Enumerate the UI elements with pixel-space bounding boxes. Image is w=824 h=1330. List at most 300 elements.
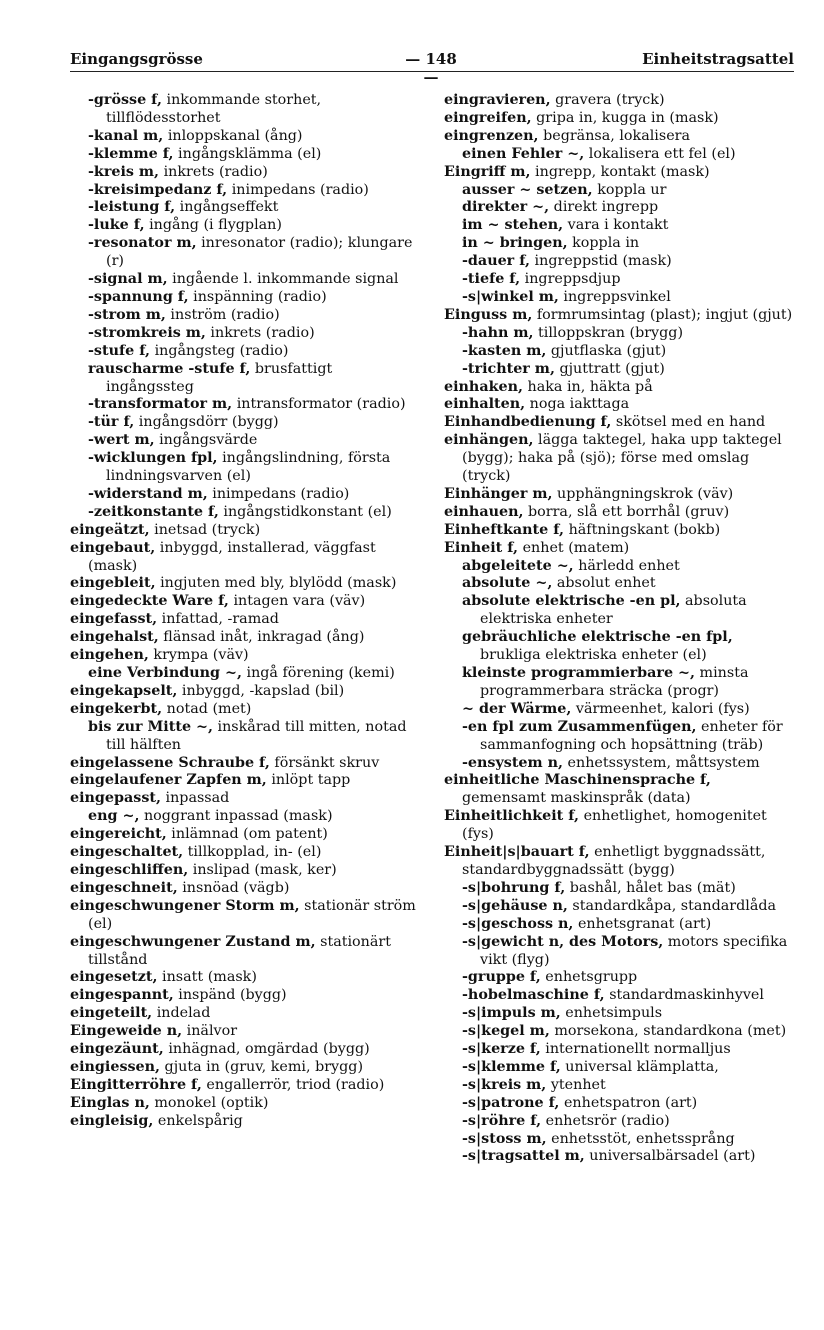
- entry-headword: eine Verbindung ~,: [88, 665, 242, 681]
- entry-headword: eingeätzt,: [70, 521, 150, 538]
- entry-translation: brukliga elektriska enheter (el): [480, 647, 707, 664]
- dictionary-entry: [444, 808, 796, 844]
- dictionary-entry: [70, 1023, 420, 1041]
- dictionary-entry: [444, 1059, 796, 1077]
- dictionary-entry: [444, 271, 796, 289]
- entry-headword: -en fpl zum Zusammenfügen,: [462, 718, 697, 735]
- dictionary-entry: [70, 987, 420, 1005]
- dictionary-entry: [70, 719, 420, 755]
- entry-headword: eingekerbt,: [70, 700, 163, 717]
- entry-headword: ausser ~ setzen,: [462, 181, 593, 198]
- entry-headword: Einheit f,: [444, 539, 519, 556]
- entry-translation: gravera (tryck): [550, 92, 665, 108]
- entry-headword: einheitliche Maschinensprache f,: [444, 772, 711, 789]
- entry-translation: inslipad (mask, ker): [188, 861, 337, 878]
- dictionary-entry: [70, 755, 420, 773]
- entry-headword: eingeschwungener Storm m,: [70, 897, 300, 914]
- entry-translation: ingreppsdjup: [520, 271, 621, 288]
- dictionary-entry: [70, 862, 420, 880]
- entry-headword: eingeschwungener Zustand m,: [70, 933, 316, 950]
- entry-translation: gemensamt maskinspråk (data): [462, 790, 691, 807]
- entry-translation: motors specifika vikt (flyg): [480, 933, 788, 968]
- header-rule: [70, 71, 794, 72]
- left-column: [70, 92, 420, 1131]
- dictionary-entry: [70, 182, 420, 200]
- entry-headword: -tür f,: [88, 414, 135, 431]
- entry-headword: -s|kerze f,: [462, 1041, 541, 1058]
- dictionary-entry: [70, 647, 420, 665]
- dictionary-entry: [444, 755, 796, 773]
- entry-translation: gjuttratt (gjut): [554, 360, 665, 377]
- entry-headword: -s|klemme f,: [462, 1058, 561, 1075]
- entry-headword: eingeschaltet,: [70, 844, 184, 861]
- entry-headword: -kreisimpedanz f,: [88, 181, 228, 198]
- entry-headword: -s|winkel m,: [462, 288, 559, 305]
- entry-headword: -s|impuls m,: [462, 1005, 561, 1022]
- entry-headword: -s|röhre f,: [462, 1112, 542, 1129]
- entry-headword: im ~ stehen,: [462, 217, 564, 234]
- entry-translation: tillkopplad, in- (el): [183, 844, 322, 861]
- dictionary-entry: [70, 1077, 420, 1095]
- dictionary-entry: [70, 808, 420, 826]
- entry-headword: eingeschneit,: [70, 879, 178, 896]
- entry-translation: bashål, hålet bas (mät): [565, 879, 736, 896]
- dictionary-entry: [70, 898, 420, 934]
- entry-translation: monokel (optik): [149, 1094, 269, 1111]
- entry-translation: stationärt tillstånd: [88, 933, 391, 968]
- entry-headword: -widerstand m,: [88, 485, 208, 502]
- dictionary-entry: [70, 235, 420, 271]
- entry-translation: internationellt normalljus: [540, 1041, 731, 1058]
- entry-translation: skötsel med en hand: [611, 414, 766, 431]
- dictionary-entry: [70, 217, 420, 235]
- entry-headword: eingedeckte Ware f,: [70, 593, 229, 610]
- entry-translation: inhägnad, omgärdad (bygg): [163, 1041, 370, 1058]
- entry-headword: -strom m,: [88, 306, 166, 323]
- dictionary-entry: [444, 199, 796, 217]
- dictionary-entry: [444, 629, 796, 665]
- dictionary-entry: [70, 1005, 420, 1023]
- dictionary-entry: [444, 343, 796, 361]
- dictionary-entry: [444, 880, 796, 898]
- dictionary-entry: [70, 486, 420, 504]
- entry-translation: koppla in: [567, 235, 640, 252]
- entry-headword: Einhänger m,: [444, 485, 553, 502]
- entry-headword: -s|patrone f,: [462, 1094, 560, 1111]
- entry-headword: -ensystem n,: [462, 754, 564, 771]
- entry-translation: intransformator (radio): [232, 396, 406, 413]
- dictionary-entry: [70, 772, 420, 790]
- dictionary-entry: [444, 844, 796, 880]
- entry-translation: gjutflaska (gjut): [546, 342, 667, 359]
- entry-headword: -s|kreis m,: [462, 1076, 547, 1093]
- dictionary-entry: [444, 182, 796, 200]
- dictionary-entry: [70, 593, 420, 611]
- entry-headword: -grösse f,: [88, 92, 162, 108]
- entry-translation: absoluta elektriska enheter: [480, 593, 747, 628]
- entry-headword: eingebaut,: [70, 539, 156, 556]
- entry-headword: -klemme f,: [88, 145, 174, 162]
- dictionary-entry: [70, 611, 420, 629]
- dictionary-entry: [444, 396, 796, 414]
- entry-headword: rauscharme -stufe f,: [88, 360, 251, 377]
- dictionary-entry: [70, 504, 420, 522]
- entry-translation: inkrets (radio): [205, 324, 315, 341]
- entry-headword: Eingeweide n,: [70, 1023, 183, 1040]
- entry-translation: insnöad (vägb): [177, 879, 290, 896]
- dictionary-entry: [70, 146, 420, 164]
- entry-translation: formrumsintag (plast); ingjut (gjut): [532, 306, 793, 323]
- entry-translation: ytenhet: [546, 1076, 606, 1093]
- entry-headword: kleinste programmierbare ~,: [462, 665, 695, 681]
- entry-translation: inälvor: [182, 1023, 238, 1040]
- dictionary-entry: [444, 987, 796, 1005]
- entry-translation: ingångsklämma (el): [173, 145, 322, 162]
- dictionary-entry: [444, 665, 796, 701]
- dictionary-entry: [70, 790, 420, 808]
- dictionary-entry: [70, 522, 420, 540]
- entry-headword: in ~ bringen,: [462, 235, 568, 252]
- entry-headword: -dauer f,: [462, 253, 531, 270]
- entry-translation: noga iakttaga: [525, 396, 630, 413]
- entry-headword: Einhandbedienung f,: [444, 414, 612, 431]
- entry-headword: -stufe f,: [88, 342, 151, 359]
- dictionary-entry: [70, 271, 420, 289]
- entry-headword: Einguss m,: [444, 306, 533, 323]
- entry-headword: absolute elektrische -en pl,: [462, 593, 681, 610]
- entry-headword: eingrenzen,: [444, 127, 539, 144]
- dictionary-entry: [444, 289, 796, 307]
- dictionary-entry: [444, 558, 796, 576]
- entry-headword: einhauen,: [444, 503, 524, 520]
- dictionary-entry: [444, 969, 796, 987]
- entry-translation: inresonator (radio); klungare (r): [106, 235, 413, 270]
- dictionary-entry: [444, 916, 796, 934]
- dictionary-entry: [444, 1113, 796, 1131]
- dictionary-entry: [444, 898, 796, 916]
- dictionary-entry: [444, 164, 796, 182]
- entry-translation: enhetsgranat (art): [573, 915, 712, 932]
- entry-headword: eingehen,: [70, 647, 149, 664]
- dictionary-entry: [70, 289, 420, 307]
- entry-translation: inpassad: [160, 790, 230, 807]
- entry-headword: direkter ~,: [462, 199, 550, 216]
- entry-translation: insatt (mask): [157, 969, 257, 986]
- entry-translation: inbyggd, installerad, väggfast (mask): [88, 539, 376, 574]
- dictionary-entry: [444, 379, 796, 397]
- entry-translation: inström (radio): [165, 306, 280, 323]
- entry-headword: Einheit|s|bauart f,: [444, 844, 590, 861]
- page-number: — 148 —: [405, 50, 457, 86]
- entry-headword: eingereicht,: [70, 826, 167, 843]
- entry-translation: brusfattigt ingångssteg: [106, 360, 333, 395]
- dictionary-entry: [444, 1041, 796, 1059]
- dictionary-entry: [444, 522, 796, 540]
- entry-translation: inkrets (radio): [159, 163, 268, 180]
- entry-translation: enhetlighet, homogenitet (fys): [462, 808, 767, 843]
- entry-headword: Eingriff m,: [444, 163, 531, 180]
- entry-headword: -s|gehäuse n,: [462, 897, 568, 914]
- dictionary-entry: [444, 128, 796, 146]
- entry-translation: lägga taktegel, haka upp taktegel (bygg); haka på (sjö); förse med omslag (tryck): [462, 432, 782, 485]
- dictionary-entry: [70, 683, 420, 701]
- entry-translation: inspänd (bygg): [173, 987, 287, 1004]
- entry-headword: einhaken,: [444, 378, 523, 395]
- entry-headword: eingleisig,: [70, 1112, 154, 1129]
- dictionary-entry: [444, 92, 796, 110]
- entry-translation: inkommande storhet, tillflödesstorhet: [106, 92, 322, 126]
- entry-translation: standardkåpa, standardlåda: [567, 897, 777, 914]
- page-header: [70, 46, 794, 86]
- entry-translation: värmeenhet, kalori (fys): [571, 700, 750, 717]
- dictionary-entry: [70, 325, 420, 343]
- dictionary-entry: [444, 325, 796, 343]
- entry-translation: ingreppsvinkel: [558, 288, 671, 305]
- dictionary-entry: [444, 701, 796, 719]
- dictionary-entry: [70, 665, 420, 683]
- dictionary-entry: [70, 575, 420, 593]
- entry-translation: enkelspårig: [153, 1112, 243, 1129]
- dictionary-entry: [70, 1095, 420, 1113]
- entry-headword: bis zur Mitte ~,: [88, 718, 213, 735]
- dictionary-entry: [444, 146, 796, 164]
- entry-translation: ingång (i flygplan): [144, 217, 282, 234]
- dictionary-entry: [70, 128, 420, 146]
- dictionary-entry: [444, 217, 796, 235]
- header-first-entry: Eingangsgrösse: [70, 50, 203, 68]
- entry-translation: flänsad inåt, inkragad (ång): [158, 629, 365, 646]
- dictionary-entry: [444, 110, 796, 128]
- entry-headword: -s|stoss m,: [462, 1130, 547, 1147]
- entry-translation: ingångstidkonstant (el): [218, 503, 392, 520]
- entry-translation: noggrant inpassad (mask): [139, 808, 333, 825]
- dictionary-entry: [444, 575, 796, 593]
- dictionary-entry: [444, 1131, 796, 1149]
- dictionary-entry: [444, 540, 796, 558]
- entry-translation: enhet (matem): [518, 539, 630, 556]
- dictionary-entry: [70, 1113, 420, 1131]
- entry-headword: -gruppe f,: [462, 969, 541, 986]
- dictionary-entry: [444, 504, 796, 522]
- entry-translation: koppla ur: [592, 181, 667, 198]
- entry-headword: -s|geschoss n,: [462, 915, 574, 932]
- entry-translation: inspänning (radio): [188, 288, 327, 305]
- entry-headword: eingeteilt,: [70, 1005, 153, 1022]
- entry-headword: -hahn m,: [462, 324, 534, 341]
- entry-translation: inimpedans (radio): [227, 181, 369, 198]
- entry-translation: ingångsdörr (bygg): [134, 414, 279, 431]
- entry-headword: eingeschliffen,: [70, 861, 189, 878]
- entry-translation: ingående l. inkommande signal: [167, 271, 399, 288]
- entry-translation: ingå förening (kemi): [241, 665, 395, 681]
- entry-headword: -signal m,: [88, 271, 168, 288]
- entry-headword: -spannung f,: [88, 288, 189, 305]
- entry-translation: inskårad till mitten, notad till hälften: [106, 718, 407, 753]
- entry-translation: universalbärsadel (art): [584, 1148, 756, 1165]
- entry-headword: Einglas n,: [70, 1094, 150, 1111]
- entry-translation: lokalisera ett fel (el): [584, 145, 736, 162]
- entry-headword: -hobelmaschine f,: [462, 987, 605, 1004]
- entry-headword: -stromkreis m,: [88, 324, 206, 341]
- dictionary-entry: [70, 1059, 420, 1077]
- dictionary-entry: [70, 164, 420, 182]
- dictionary-entry: [444, 1095, 796, 1113]
- entry-translation: inloppskanal (ång): [163, 127, 303, 144]
- dictionary-entry: [70, 307, 420, 325]
- dictionary-entry: [444, 719, 796, 755]
- dictionary-entry: [70, 343, 420, 361]
- dictionary-entry: [70, 92, 420, 128]
- dictionary-entry: [70, 880, 420, 898]
- entry-translation: inbyggd, -kapslad (bil): [177, 682, 345, 699]
- entry-translation: intagen vara (väv): [228, 593, 366, 610]
- entry-translation: ingångseffekt: [175, 199, 279, 216]
- entry-headword: -s|bohrung f,: [462, 879, 566, 896]
- entry-headword: eingespannt,: [70, 987, 174, 1004]
- dictionary-entry: [70, 1041, 420, 1059]
- entry-translation: infattad, -ramad: [157, 611, 279, 628]
- dictionary-entry: [444, 486, 796, 504]
- entry-headword: ~ der Wärme,: [462, 700, 572, 717]
- dictionary-entry: [444, 414, 796, 432]
- dictionary-entry: [444, 253, 796, 271]
- dictionary-entry: [70, 450, 420, 486]
- entry-translation: enhetsgrupp: [540, 969, 638, 986]
- dictionary-entry: [444, 361, 796, 379]
- entry-headword: eingehalst,: [70, 629, 159, 646]
- dictionary-entry: [70, 701, 420, 719]
- entry-translation: notad (met): [162, 700, 252, 717]
- entry-headword: eingreifen,: [444, 109, 532, 126]
- entry-translation: krympa (väv): [148, 647, 249, 664]
- right-column: [444, 92, 796, 1166]
- entry-headword: eingepasst,: [70, 790, 161, 807]
- entry-translation: upphängningskrok (väv): [552, 485, 734, 502]
- dictionary-entry: [444, 1023, 796, 1041]
- dictionary-entry: [70, 540, 420, 576]
- entry-headword: -s|tragsattel m,: [462, 1148, 585, 1165]
- entry-headword: -zeitkonstante f,: [88, 503, 219, 520]
- entry-translation: ingreppstid (mask): [530, 253, 672, 270]
- entry-translation: tilloppskran (brygg): [533, 324, 684, 341]
- entry-headword: -luke f,: [88, 217, 145, 234]
- entry-headword: Eingitterröhre f,: [70, 1076, 202, 1093]
- entry-translation: indelad: [152, 1005, 211, 1022]
- entry-headword: Einheitlichkeit f,: [444, 808, 580, 825]
- entry-headword: eingelassene Schraube f,: [70, 754, 270, 771]
- entry-translation: enhetspatron (art): [559, 1094, 698, 1111]
- dictionary-entry: [444, 1148, 796, 1166]
- entry-translation: enhetsimpuls: [560, 1005, 663, 1022]
- entry-headword: Einheftkante f,: [444, 521, 565, 538]
- entry-headword: -s|gewicht n, des Motors,: [462, 933, 664, 950]
- entry-headword: -kanal m,: [88, 127, 164, 144]
- dictionary-entry: [70, 934, 420, 970]
- entry-translation: absolut enhet: [552, 575, 656, 592]
- entry-translation: vara i kontakt: [563, 217, 669, 234]
- entry-translation: gjuta in (gruv, kemi, brygg): [160, 1058, 364, 1075]
- dictionary-entry: [70, 629, 420, 647]
- entry-translation: försänkt skruv: [269, 754, 380, 771]
- entry-headword: eingesetzt,: [70, 969, 158, 986]
- dictionary-entry: [444, 934, 796, 970]
- entry-translation: inlämnad (om patent): [166, 826, 328, 843]
- entry-translation: ingjuten med bly, blylödd (mask): [155, 575, 397, 592]
- entry-translation: stationär ström (el): [88, 897, 416, 932]
- entry-translation: härledd enhet: [573, 557, 680, 574]
- dictionary-entry: [70, 844, 420, 862]
- entry-headword: -transformator m,: [88, 396, 233, 413]
- entry-translation: morsekona, standardkona (met): [549, 1023, 787, 1040]
- entry-headword: einhalten,: [444, 396, 526, 413]
- entry-headword: -wicklungen fpl,: [88, 450, 218, 467]
- dictionary-entry: [70, 969, 420, 987]
- dictionary-entry: [444, 307, 796, 325]
- entry-translation: häftningskant (bokb): [564, 521, 721, 538]
- entry-translation: standardmaskinhyvel: [604, 987, 764, 1004]
- dictionary-entry: [70, 199, 420, 217]
- entry-headword: eingelaufener Zapfen m,: [70, 772, 267, 789]
- entry-translation: enhetligt byggnadssätt, standardbyggnadssätt (bygg): [462, 844, 766, 878]
- entry-headword: gebräuchliche elektrische -en fpl,: [462, 629, 733, 646]
- entry-translation: minsta programmerbara sträcka (progr): [480, 665, 749, 699]
- dictionary-entry: [70, 432, 420, 450]
- dictionary-entry: [444, 432, 796, 486]
- entry-translation: enhetsrör (radio): [541, 1112, 670, 1129]
- entry-translation: engallerrör, triod (radio): [201, 1076, 385, 1093]
- entry-translation: begränsa, lokalisera: [538, 127, 691, 144]
- entry-translation: inlöpt tapp: [266, 772, 351, 789]
- entry-headword: absolute ~,: [462, 575, 553, 592]
- dictionary-entry: [444, 593, 796, 629]
- dictionary-entry: [70, 414, 420, 432]
- entry-headword: eingravieren,: [444, 92, 551, 108]
- entry-headword: -kasten m,: [462, 342, 547, 359]
- entry-headword: eng ~,: [88, 808, 140, 825]
- entry-translation: enheter för sammanfogning och hopsättning (träb): [480, 718, 783, 753]
- entry-translation: universal klämplatta,: [560, 1058, 719, 1075]
- entry-translation: borra, slå ett borrhål (gruv): [523, 503, 730, 520]
- dictionary-entry: [444, 772, 796, 808]
- dictionary-entry: [444, 1077, 796, 1095]
- entry-translation: enhetsstöt, enhetssprång: [546, 1130, 735, 1147]
- entry-translation: inimpedans (radio): [207, 485, 350, 502]
- dictionary-entry: [444, 1005, 796, 1023]
- entry-headword: -kreis m,: [88, 163, 160, 180]
- entry-translation: ingångsvärde: [154, 432, 258, 449]
- entry-translation: inetsad (tryck): [149, 521, 261, 538]
- dictionary-entry: [70, 396, 420, 414]
- entry-headword: -resonator m,: [88, 235, 197, 252]
- entry-translation: direkt ingrepp: [549, 199, 659, 216]
- entry-headword: eingekapselt,: [70, 682, 178, 699]
- entry-headword: -s|kegel m,: [462, 1023, 550, 1040]
- entry-headword: eingiessen,: [70, 1058, 161, 1075]
- dictionary-entry: [70, 361, 420, 397]
- entry-headword: eingezäunt,: [70, 1041, 164, 1058]
- entry-headword: -leistung f,: [88, 199, 176, 216]
- entry-headword: abgeleitete ~,: [462, 557, 574, 574]
- entry-headword: -trichter m,: [462, 360, 555, 377]
- entry-translation: haka in, häkta på: [522, 378, 653, 395]
- entry-headword: einhängen,: [444, 432, 534, 449]
- header-last-entry: Einheitstragsattel: [642, 50, 794, 68]
- entry-translation: enhetssystem, måttsystem: [563, 754, 760, 771]
- entry-translation: ingångslindning, första lindningsvarven (el): [106, 450, 391, 485]
- entry-headword: eingebleit,: [70, 575, 156, 592]
- entry-headword: -tiefe f,: [462, 271, 521, 288]
- dictionary-entry: [444, 235, 796, 253]
